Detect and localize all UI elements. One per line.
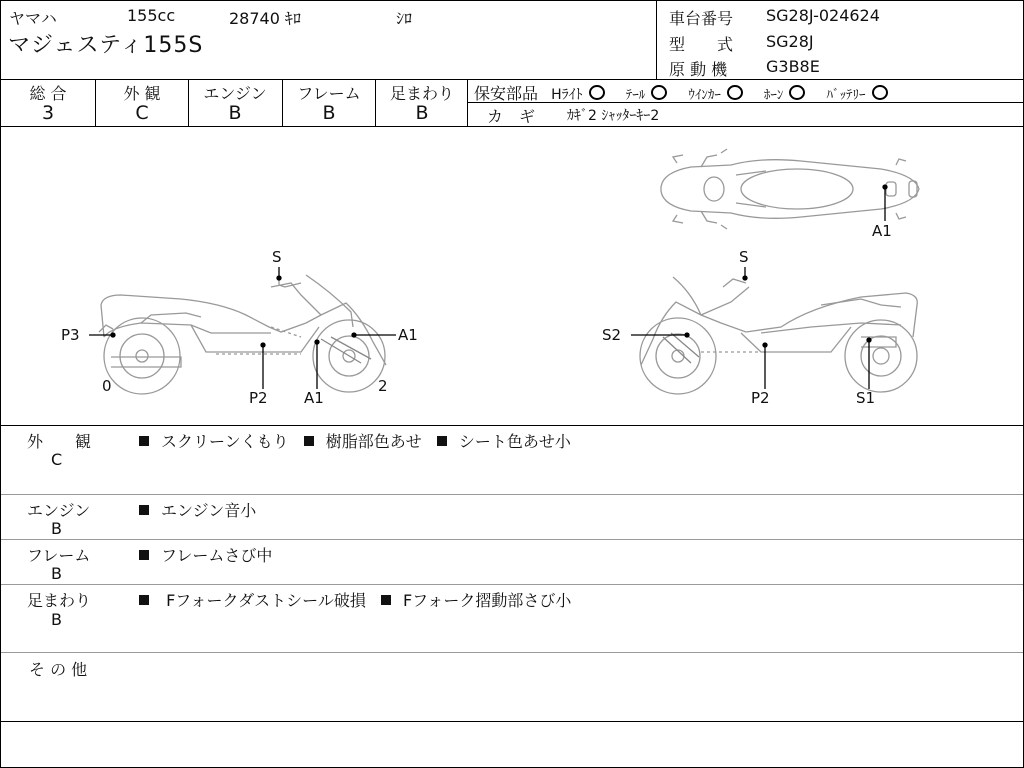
label-top-a1: A1: [872, 222, 892, 240]
header-divider: [656, 1, 657, 79]
type-value: SG28J: [766, 32, 814, 51]
remark-item: Fフォーク摺動部さび小: [402, 591, 572, 610]
ok-circle-icon: [872, 85, 888, 100]
bullet-icon: [139, 436, 149, 446]
label-right-s: S: [739, 248, 749, 266]
remark-label-engine: エンジン: [27, 501, 91, 520]
left-side-view: [99, 275, 386, 394]
label-right-s1: S1: [856, 389, 876, 407]
grade-value-overall: 3: [41, 102, 55, 124]
bullet-icon: [437, 436, 447, 446]
ok-circle-icon: [589, 85, 605, 100]
remark-items-engine: [139, 498, 266, 521]
safety-label: 保安部品: [474, 84, 539, 103]
ok-circle-icon: [727, 85, 743, 100]
key-value: ｶｷﾞ2 ｼｬｯﾀｰｷｰ2: [567, 108, 660, 124]
label-right-p2: P2: [751, 389, 770, 407]
bullet-icon: [139, 550, 149, 560]
grade-value-engine: B: [228, 102, 242, 124]
label-left-p3: P3: [61, 326, 80, 344]
grade-value-appearance: C: [135, 102, 149, 124]
rule: [1, 584, 1023, 585]
safety-item-winker: ｳｲﾝｶｰ: [688, 88, 721, 103]
displacement: 155cc: [127, 6, 176, 25]
label-left-s: S: [272, 248, 282, 266]
rule: [1, 652, 1023, 653]
label-left-two: 2: [378, 377, 388, 395]
bullet-icon: [139, 505, 149, 515]
grade-label-frame: フレーム: [297, 84, 361, 103]
body-color: ｼﾛ: [396, 9, 413, 28]
label-left-p2: P2: [249, 389, 268, 407]
remark-items-appearance: [139, 429, 581, 452]
rule: [1, 79, 1023, 80]
grade-label-suspension: 足まわり: [389, 84, 454, 103]
label-left-a1-right: A1: [398, 326, 418, 344]
safety-parts: [474, 81, 892, 104]
label-right-s2: S2: [602, 326, 622, 344]
top-view: [661, 149, 919, 229]
remark-grade-suspension: B: [51, 610, 62, 629]
model-name: マジェスティ155S: [8, 33, 204, 58]
remark-label-appearance: 外 観: [27, 432, 92, 451]
remark-grade-frame: B: [51, 564, 62, 583]
rule: [1, 425, 1023, 426]
label-left-a1-bottom: A1: [304, 389, 324, 407]
grade-value-frame: B: [322, 102, 336, 124]
key-label: カ ギ: [487, 107, 536, 126]
engine-label: 原 動 機: [669, 60, 728, 79]
remark-label-frame: フレーム: [27, 546, 91, 565]
remark-item: スクリーンくもり: [161, 432, 289, 451]
bullet-icon: [381, 595, 391, 605]
remark-item: Fフォークダストシール破損: [161, 591, 366, 610]
frame-no-label: 車台番号: [669, 9, 734, 28]
label-left-zero: 0: [102, 377, 112, 395]
ok-circle-icon: [789, 85, 805, 100]
rule: [467, 102, 1023, 103]
remark-item: シート色あせ小: [458, 432, 571, 451]
rule: [1, 539, 1023, 540]
safety-item-horn: ﾎｰﾝ: [763, 88, 784, 103]
frame-no: SG28J-024624: [766, 6, 880, 25]
grade-label-appearance: 外 観: [123, 84, 161, 103]
remark-label-other: そ の 他: [29, 660, 88, 679]
remark-item: フレームさび中: [161, 546, 273, 565]
rule: [1, 494, 1023, 495]
engine-value: G3B8E: [766, 57, 820, 76]
mileage: 28740 ｷﾛ: [229, 9, 301, 28]
type-label: 型 式: [669, 35, 734, 54]
remark-grade-engine: B: [51, 519, 62, 538]
remark-item: エンジン音小: [161, 501, 257, 520]
safety-item-headlight: Hﾗｲﾄ: [551, 87, 583, 103]
rule: [1, 721, 1023, 722]
bullet-icon: [139, 595, 149, 605]
ok-circle-icon: [651, 85, 667, 100]
grade-label-engine: エンジン: [203, 84, 267, 103]
maker: ヤマハ: [9, 9, 57, 28]
remark-grade-appearance: C: [51, 450, 63, 469]
safety-item-battery: ﾊﾞｯﾃﾘｰ: [826, 88, 866, 103]
remark-items-frame: [139, 543, 282, 566]
remark-label-suspension: 足まわり: [27, 591, 92, 610]
scooter-diagrams: [1, 127, 1023, 425]
grade-label-overall: 総 合: [29, 84, 67, 103]
remark-item: 樹脂部色あせ: [325, 432, 422, 451]
remark-items-suspension: [139, 588, 581, 611]
grade-value-suspension: B: [415, 102, 429, 124]
bullet-icon: [304, 436, 314, 446]
safety-item-tail: ﾃｰﾙ: [625, 88, 646, 103]
